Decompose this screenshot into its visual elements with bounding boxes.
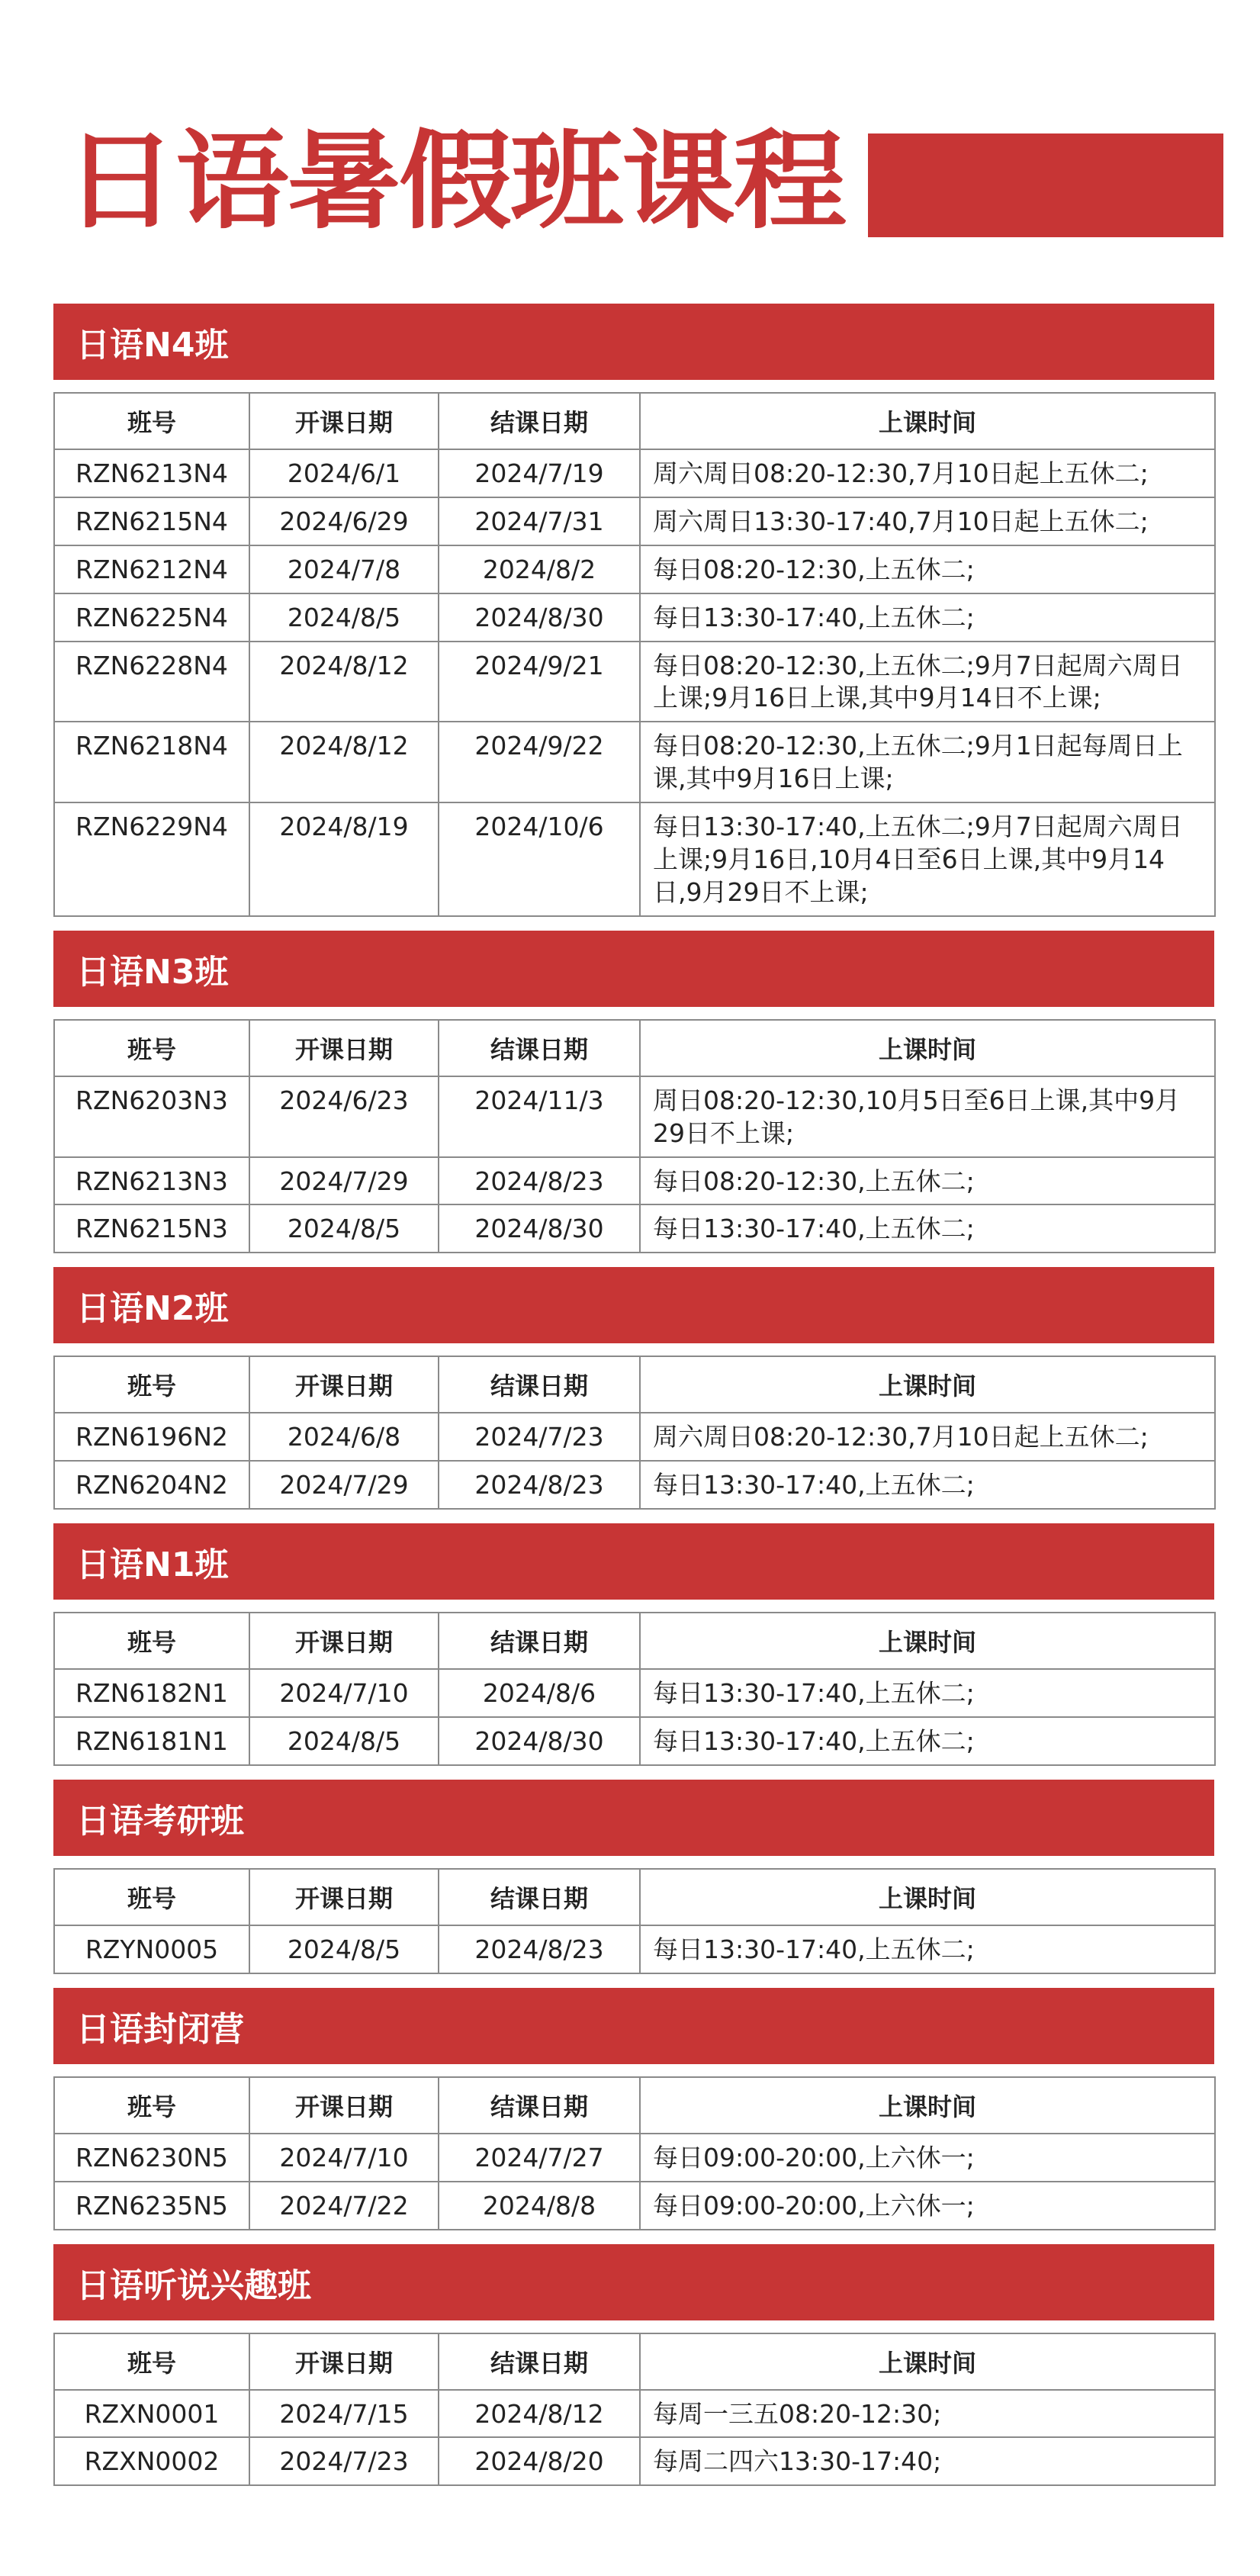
end-date: 2024/8/23 [439,1157,640,1205]
schedule-table [53,1019,1216,1254]
course-section [53,1267,1214,1510]
class-time: 每日13:30-17:40,上五休二;9月7日起周六周日上课;9月16日,10月4日至6日上课,其中9月14日,9月29日不上课; [640,802,1215,916]
class-code: RZN6213N3 [54,1157,249,1205]
column-header: 开课日期 [249,1869,439,1925]
title-decoration-bar [868,133,1223,237]
start-date: 2024/7/22 [249,2182,439,2230]
column-header: 班号 [54,1356,249,1413]
start-date: 2024/6/29 [249,497,439,545]
course-section [53,1988,1214,2230]
table-row [54,2390,1215,2438]
schedule-table [53,1868,1216,1974]
class-code: RZXN0001 [54,2390,249,2438]
column-header: 上课时间 [640,393,1215,449]
start-date: 2024/8/5 [249,1204,439,1253]
start-date: 2024/8/5 [249,593,439,642]
start-date: 2024/8/5 [249,1925,439,1973]
class-code: RZXN0002 [54,2437,249,2485]
column-header: 开课日期 [249,1613,439,1669]
column-header: 班号 [54,2077,249,2134]
class-time: 周日08:20-12:30,10月5日至6日上课,其中9月29日不上课; [640,1076,1215,1157]
end-date: 2024/7/23 [439,1413,640,1461]
end-date: 2024/9/22 [439,722,640,802]
column-header: 班号 [54,1613,249,1669]
class-code: RZN6212N4 [54,545,249,593]
class-time: 每日13:30-17:40,上五休二; [640,593,1215,642]
start-date: 2024/6/8 [249,1413,439,1461]
class-code: RZN6225N4 [54,593,249,642]
start-date: 2024/7/8 [249,545,439,593]
class-code: RZN6235N5 [54,2182,249,2230]
class-code: RZN6215N3 [54,1204,249,1253]
page-title: 日语暑假班课程 [64,120,845,244]
column-header: 结课日期 [439,2077,640,2134]
class-time: 每日08:20-12:30,上五休二; [640,545,1215,593]
table-row [54,545,1215,593]
table-row [54,722,1215,802]
start-date: 2024/8/12 [249,722,439,802]
class-time: 周六周日08:20-12:30,7月10日起上五休二; [640,449,1215,497]
table-row [54,1717,1215,1765]
table-row [54,2437,1215,2485]
table-row [54,1669,1215,1717]
start-date: 2024/7/10 [249,1669,439,1717]
course-section [53,1780,1214,1974]
start-date: 2024/7/15 [249,2390,439,2438]
start-date: 2024/6/1 [249,449,439,497]
start-date: 2024/7/10 [249,2134,439,2182]
column-header: 结课日期 [439,393,640,449]
end-date: 2024/8/6 [439,1669,640,1717]
end-date: 2024/11/3 [439,1076,640,1157]
table-header-row [54,1020,1215,1076]
column-header: 结课日期 [439,1356,640,1413]
class-time: 周六周日13:30-17:40,7月10日起上五休二; [640,497,1215,545]
section-header: 日语N2班 [53,1267,1214,1343]
column-header: 班号 [54,1020,249,1076]
class-time: 每日13:30-17:40,上五休二; [640,1461,1215,1509]
column-header: 班号 [54,393,249,449]
class-code: RZN6218N4 [54,722,249,802]
section-header: 日语N4班 [53,304,1214,380]
column-header: 班号 [54,2333,249,2390]
table-row [54,1204,1215,1253]
table-header-row [54,393,1215,449]
column-header: 开课日期 [249,1020,439,1076]
column-header: 上课时间 [640,2077,1215,2134]
start-date: 2024/8/19 [249,802,439,916]
class-code: RZN6203N3 [54,1076,249,1157]
class-code: RZN6215N4 [54,497,249,545]
table-row [54,1076,1215,1157]
class-code: RZYN0005 [54,1925,249,1973]
table-header-row [54,2333,1215,2390]
start-date: 2024/7/29 [249,1157,439,1205]
table-row [54,1461,1215,1509]
class-time: 每日08:20-12:30,上五休二;9月7日起周六周日上课;9月16日上课,其中9月14日不上课; [640,642,1215,722]
table-row [54,1413,1215,1461]
class-code: RZN6181N1 [54,1717,249,1765]
column-header: 上课时间 [640,1356,1215,1413]
column-header: 班号 [54,1869,249,1925]
class-code: RZN6204N2 [54,1461,249,1509]
class-time: 周六周日08:20-12:30,7月10日起上五休二; [640,1413,1215,1461]
end-date: 2024/8/20 [439,2437,640,2485]
section-header: 日语考研班 [53,1780,1214,1856]
class-time: 每日08:20-12:30,上五休二; [640,1157,1215,1205]
column-header: 上课时间 [640,1020,1215,1076]
class-time: 每日13:30-17:40,上五休二; [640,1925,1215,1973]
column-header: 上课时间 [640,1613,1215,1669]
column-header: 结课日期 [439,1020,640,1076]
course-section [53,2244,1214,2487]
course-sections [53,304,1214,2500]
end-date: 2024/8/23 [439,1461,640,1509]
table-row [54,2182,1215,2230]
end-date: 2024/9/21 [439,642,640,722]
section-header: 日语封闭营 [53,1988,1214,2064]
column-header: 上课时间 [640,1869,1215,1925]
end-date: 2024/8/12 [439,2390,640,2438]
end-date: 2024/7/31 [439,497,640,545]
schedule-table [53,392,1216,917]
class-time: 每日09:00-20:00,上六休一; [640,2182,1215,2230]
course-section [53,931,1214,1254]
page-header [0,0,1260,259]
end-date: 2024/8/2 [439,545,640,593]
end-date: 2024/8/30 [439,593,640,642]
class-time: 每周一三五08:20-12:30; [640,2390,1215,2438]
end-date: 2024/8/30 [439,1204,640,1253]
end-date: 2024/7/19 [439,449,640,497]
schedule-table [53,1612,1216,1766]
table-header-row [54,1613,1215,1669]
column-header: 上课时间 [640,2333,1215,2390]
schedule-table [53,2333,1216,2487]
start-date: 2024/6/23 [249,1076,439,1157]
class-code: RZN6228N4 [54,642,249,722]
class-time: 每日13:30-17:40,上五休二; [640,1204,1215,1253]
course-section [53,304,1214,917]
class-time: 每日09:00-20:00,上六休一; [640,2134,1215,2182]
column-header: 开课日期 [249,393,439,449]
class-code: RZN6229N4 [54,802,249,916]
column-header: 开课日期 [249,2077,439,2134]
end-date: 2024/8/30 [439,1717,640,1765]
end-date: 2024/8/23 [439,1925,640,1973]
class-code: RZN6230N5 [54,2134,249,2182]
column-header: 结课日期 [439,1869,640,1925]
table-row [54,1157,1215,1205]
class-code: RZN6182N1 [54,1669,249,1717]
table-header-row [54,1869,1215,1925]
column-header: 开课日期 [249,2333,439,2390]
start-date: 2024/8/12 [249,642,439,722]
schedule-table [53,1356,1216,1510]
table-row [54,593,1215,642]
table-row [54,497,1215,545]
table-header-row [54,2077,1215,2134]
end-date: 2024/7/27 [439,2134,640,2182]
start-date: 2024/8/5 [249,1717,439,1765]
table-row [54,449,1215,497]
table-row [54,2134,1215,2182]
start-date: 2024/7/23 [249,2437,439,2485]
start-date: 2024/7/29 [249,1461,439,1509]
table-row [54,642,1215,722]
course-section [53,1523,1214,1766]
table-row [54,1925,1215,1973]
section-header: 日语N1班 [53,1523,1214,1600]
section-header: 日语听说兴趣班 [53,2244,1214,2320]
class-time: 每日13:30-17:40,上五休二; [640,1717,1215,1765]
end-date: 2024/10/6 [439,802,640,916]
class-time: 每周二四六13:30-17:40; [640,2437,1215,2485]
table-row [54,802,1215,916]
table-header-row [54,1356,1215,1413]
class-code: RZN6196N2 [54,1413,249,1461]
section-header: 日语N3班 [53,931,1214,1007]
class-time: 每日13:30-17:40,上五休二; [640,1669,1215,1717]
class-time: 每日08:20-12:30,上五休二;9月1日起每周日上课,其中9月16日上课; [640,722,1215,802]
column-header: 开课日期 [249,1356,439,1413]
end-date: 2024/8/8 [439,2182,640,2230]
class-code: RZN6213N4 [54,449,249,497]
column-header: 结课日期 [439,2333,640,2390]
column-header: 结课日期 [439,1613,640,1669]
schedule-table [53,2076,1216,2230]
